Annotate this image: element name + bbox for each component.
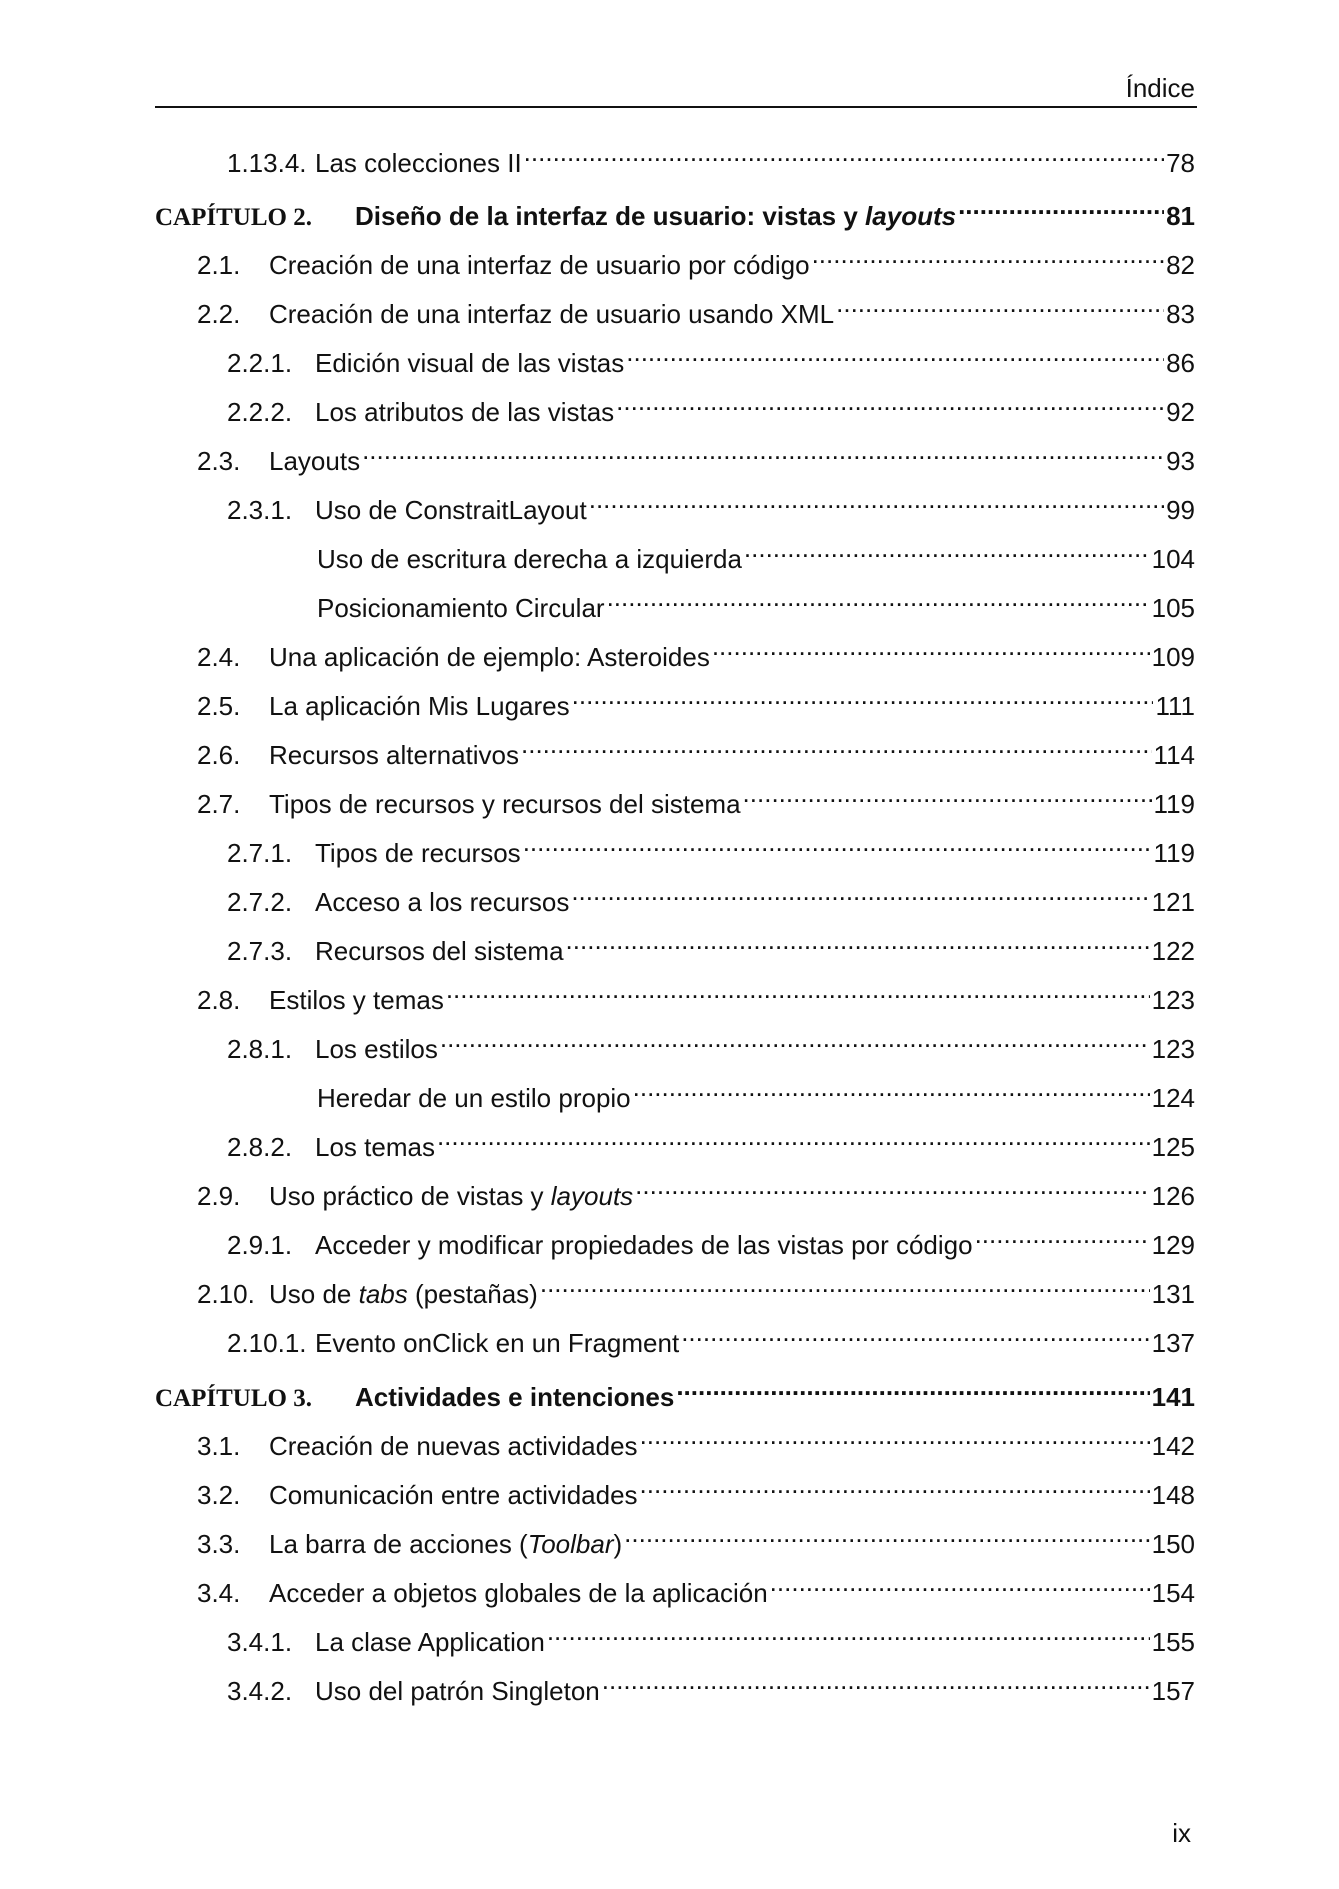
dot-leader	[744, 528, 1150, 568]
dot-leader	[540, 1263, 1150, 1303]
toc-entry-title-italic: tabs	[358, 1279, 408, 1309]
toc-entry-title: Creación de una interfaz de usuario usando XML	[269, 299, 835, 329]
toc-entry-page: 125	[1151, 1132, 1195, 1162]
toc-entry-title: Comunicación entre actividades	[269, 1480, 638, 1510]
toc-entry-title: Tipos de recursos y recursos del sistema	[269, 789, 741, 819]
toc-entry-number: 1.13.4.	[227, 148, 307, 178]
toc-entry-title: La clase Application	[315, 1627, 545, 1657]
dot-leader	[812, 234, 1165, 274]
toc-entry	[197, 1464, 1195, 1510]
toc-entry	[197, 234, 1195, 280]
dot-leader	[975, 1214, 1150, 1254]
toc-entry-number: 3.3.	[197, 1529, 241, 1559]
toc-entry-title: Actividades e intenciones	[355, 1382, 675, 1412]
toc-entry-title-italic: layouts	[550, 1181, 634, 1211]
toc-entry	[197, 626, 1195, 672]
toc-entry	[317, 1067, 1195, 1113]
toc-entry-title	[269, 1176, 633, 1216]
dot-leader	[626, 332, 1164, 372]
toc-entry-page: 123	[1151, 985, 1195, 1015]
toc-entry	[227, 1611, 1195, 1657]
page-header	[155, 70, 1197, 108]
toc-entry-title	[269, 1274, 538, 1314]
toc-entry-title-part: La barra de acciones (	[269, 1529, 528, 1559]
toc-entry-number: 2.6.	[197, 740, 241, 770]
toc-entry-number: 2.8.2.	[227, 1132, 293, 1162]
toc-entry-page: 121	[1151, 887, 1195, 917]
toc-entry-title	[355, 196, 956, 236]
dot-leader	[712, 626, 1150, 666]
toc-entry-page: 122	[1151, 936, 1195, 966]
dot-leader	[566, 920, 1150, 960]
toc-entry-title: Acceso a los recursos	[315, 887, 570, 917]
toc-entry-title-italic: layouts	[865, 201, 957, 231]
toc-entry-title: Heredar de un estilo propio	[317, 1083, 631, 1113]
dot-leader	[446, 969, 1150, 1009]
running-header-title: Índice	[1125, 73, 1195, 103]
toc-entry-number: 2.3.1.	[227, 495, 293, 525]
toc-entry-page: 129	[1151, 1230, 1195, 1260]
toc-entry	[227, 822, 1195, 868]
toc-entry	[227, 132, 1195, 178]
dot-leader	[437, 1116, 1150, 1156]
toc-entry-number: 2.9.	[197, 1181, 241, 1211]
toc-entry-title-part: Diseño de la interfaz de usuario: vistas y	[355, 201, 866, 231]
toc-entry-number: CAPÍTULO 3.	[155, 1385, 312, 1412]
toc-entry-page: 126	[1151, 1181, 1195, 1211]
toc-entry-page: 104	[1151, 544, 1195, 574]
toc-entry-title: Los atributos de las vistas	[315, 397, 615, 427]
toc-entry-number: 2.7.3.	[227, 936, 293, 966]
toc-entry	[197, 283, 1195, 329]
dot-leader	[547, 1611, 1150, 1651]
toc-entry-page: 82	[1166, 250, 1195, 280]
toc-entry-title: Las colecciones II	[315, 148, 522, 178]
toc-entry	[227, 479, 1195, 525]
toc-entry-title-part: (pestañas)	[407, 1279, 538, 1309]
dot-leader	[524, 132, 1164, 172]
dot-leader	[607, 577, 1150, 617]
toc-entry	[227, 1116, 1195, 1162]
toc-entry-number: 3.4.2.	[227, 1676, 293, 1706]
toc-entry	[227, 1214, 1195, 1260]
toc-entry	[197, 1562, 1195, 1608]
toc-entry-title-part: Uso de	[269, 1279, 359, 1309]
toc-entry-page: 119	[1153, 838, 1195, 868]
toc-entry-title-italic: Toolbar	[527, 1529, 614, 1559]
dot-leader	[743, 773, 1152, 813]
toc-entry	[197, 969, 1195, 1015]
toc-entry-title: Edición visual de las vistas	[315, 348, 625, 378]
toc-entry-title: La aplicación Mis Lugares	[269, 691, 570, 721]
toc-entry-number: 3.4.	[197, 1578, 241, 1608]
dot-leader	[616, 381, 1164, 421]
toc-entry-title	[269, 1524, 622, 1564]
page-number: ix	[1172, 1818, 1191, 1848]
toc-entry-page: 114	[1153, 740, 1195, 770]
dot-leader	[440, 1018, 1150, 1058]
toc-entry-title: Los estilos	[315, 1034, 438, 1064]
toc-entry-title: Creación de una interfaz de usuario por código	[269, 250, 810, 280]
toc-entry-number: 2.3.	[197, 446, 241, 476]
toc-entry	[197, 1513, 1195, 1559]
toc-entry-number: 2.2.	[197, 299, 241, 329]
dot-leader	[836, 283, 1164, 323]
toc-entry-number: 2.8.	[197, 985, 241, 1015]
toc-entry-title: Uso de escritura derecha a izquierda	[317, 544, 742, 574]
dot-leader	[602, 1660, 1150, 1700]
toc-entry-title-part: Uso práctico de vistas y	[269, 1181, 551, 1211]
toc-entry-page: 155	[1151, 1627, 1195, 1657]
dot-leader	[640, 1464, 1150, 1504]
dot-leader	[635, 1165, 1149, 1205]
toc-entry-title: Tipos de recursos	[315, 838, 521, 868]
toc-entry-page: 93	[1166, 446, 1195, 476]
dot-leader	[589, 479, 1164, 519]
toc-entry	[227, 1018, 1195, 1064]
dot-leader	[523, 822, 1152, 862]
toc-entry-title: Acceder a objetos globales de la aplicación	[269, 1578, 768, 1608]
toc-entry	[317, 577, 1195, 623]
toc-entry-title: Estilos y temas	[269, 985, 444, 1015]
toc-entry	[197, 675, 1195, 721]
toc-entry-number: 2.2.1.	[227, 348, 293, 378]
toc-entry-page: 109	[1151, 642, 1195, 672]
toc-entry-title: Layouts	[269, 446, 361, 476]
dot-leader	[571, 871, 1149, 911]
toc-entry-page: 123	[1151, 1034, 1195, 1064]
toc-chapter-entry	[155, 1366, 1195, 1412]
toc-entry-page: 111	[1155, 691, 1195, 721]
toc-entry	[317, 528, 1195, 574]
toc-entry-page: 105	[1151, 593, 1195, 623]
toc-entry-number: CAPÍTULO 2.	[155, 204, 312, 231]
toc-entry-number: 2.9.1.	[227, 1230, 293, 1260]
toc-entry-page: 83	[1166, 299, 1195, 329]
toc-entry	[227, 381, 1195, 427]
toc-entry-page: 157	[1151, 1676, 1195, 1706]
toc-entry	[227, 920, 1195, 966]
toc-entry	[227, 1312, 1195, 1358]
toc-entry-title: Recursos alternativos	[269, 740, 519, 770]
toc-entry-number: 2.7.2.	[227, 887, 293, 917]
toc-entry-number: 2.1.	[197, 250, 241, 280]
toc-entry-title: Uso de ConstraitLayout	[315, 495, 587, 525]
toc-entry	[227, 332, 1195, 378]
toc-entry-page: 137	[1151, 1328, 1195, 1358]
toc-entry-page: 141	[1151, 1382, 1195, 1412]
toc-entry-title: Evento onClick en un Fragment	[315, 1328, 680, 1358]
toc-entry-number: 2.4.	[197, 642, 241, 672]
toc-entry	[197, 724, 1195, 770]
toc-entry-number: 2.7.1.	[227, 838, 293, 868]
dot-leader	[624, 1513, 1149, 1553]
toc-entry	[227, 871, 1195, 917]
toc-entry	[197, 430, 1195, 476]
dot-leader	[362, 430, 1164, 470]
toc-entry	[197, 1165, 1195, 1211]
toc-entry-number: 3.1.	[197, 1431, 241, 1461]
toc-entry-page: 150	[1151, 1529, 1195, 1559]
toc-entry-page: 119	[1153, 789, 1195, 819]
toc-entry	[227, 1660, 1195, 1706]
toc-entry-number: 3.4.1.	[227, 1627, 293, 1657]
toc-entry-title: Una aplicación de ejemplo: Asteroides	[269, 642, 710, 672]
toc-entry-title-part: )	[613, 1529, 623, 1559]
toc-entry-number: 3.2.	[197, 1480, 241, 1510]
toc-entry-page: 78	[1166, 148, 1195, 178]
dot-leader	[572, 675, 1154, 715]
toc-entry-page: 124	[1151, 1083, 1195, 1113]
toc-chapter-entry	[155, 185, 1195, 231]
toc-entry-title: Los temas	[315, 1132, 435, 1162]
toc-entry-title: Uso del patrón Singleton	[315, 1676, 600, 1706]
toc-entry-title: Recursos del sistema	[315, 936, 564, 966]
toc-entry-number: 2.8.1.	[227, 1034, 293, 1064]
toc-entry-title: Acceder y modificar propiedades de las vistas por código	[315, 1230, 973, 1260]
toc-entry	[197, 1415, 1195, 1461]
toc-entry-page: 154	[1151, 1578, 1195, 1608]
toc-entry	[197, 773, 1195, 819]
toc-entry-page: 148	[1151, 1480, 1195, 1510]
toc-entry-page: 86	[1166, 348, 1195, 378]
dot-leader	[681, 1312, 1149, 1352]
toc-entry-number: 2.10.	[197, 1279, 255, 1309]
toc-entry	[197, 1263, 1195, 1309]
toc-entry-title: Posicionamiento Circular	[317, 593, 605, 623]
toc-entry-page: 99	[1166, 495, 1195, 525]
toc-entry-number: 2.5.	[197, 691, 241, 721]
toc-entry-title: Creación de nuevas actividades	[269, 1431, 638, 1461]
toc-entry-number: 2.7.	[197, 789, 241, 819]
toc-entry-page: 81	[1166, 201, 1195, 231]
toc-entry-number: 2.10.1.	[227, 1328, 307, 1358]
dot-leader	[676, 1366, 1149, 1406]
dot-leader	[640, 1415, 1150, 1455]
dot-leader	[633, 1067, 1150, 1107]
toc-entry-page: 131	[1151, 1279, 1195, 1309]
toc-entry-page: 142	[1151, 1431, 1195, 1461]
toc-entry-number: 2.2.2.	[227, 397, 293, 427]
dot-leader	[770, 1562, 1150, 1602]
dot-leader	[958, 185, 1164, 225]
dot-leader	[521, 724, 1152, 764]
toc-entry-page: 92	[1166, 397, 1195, 427]
